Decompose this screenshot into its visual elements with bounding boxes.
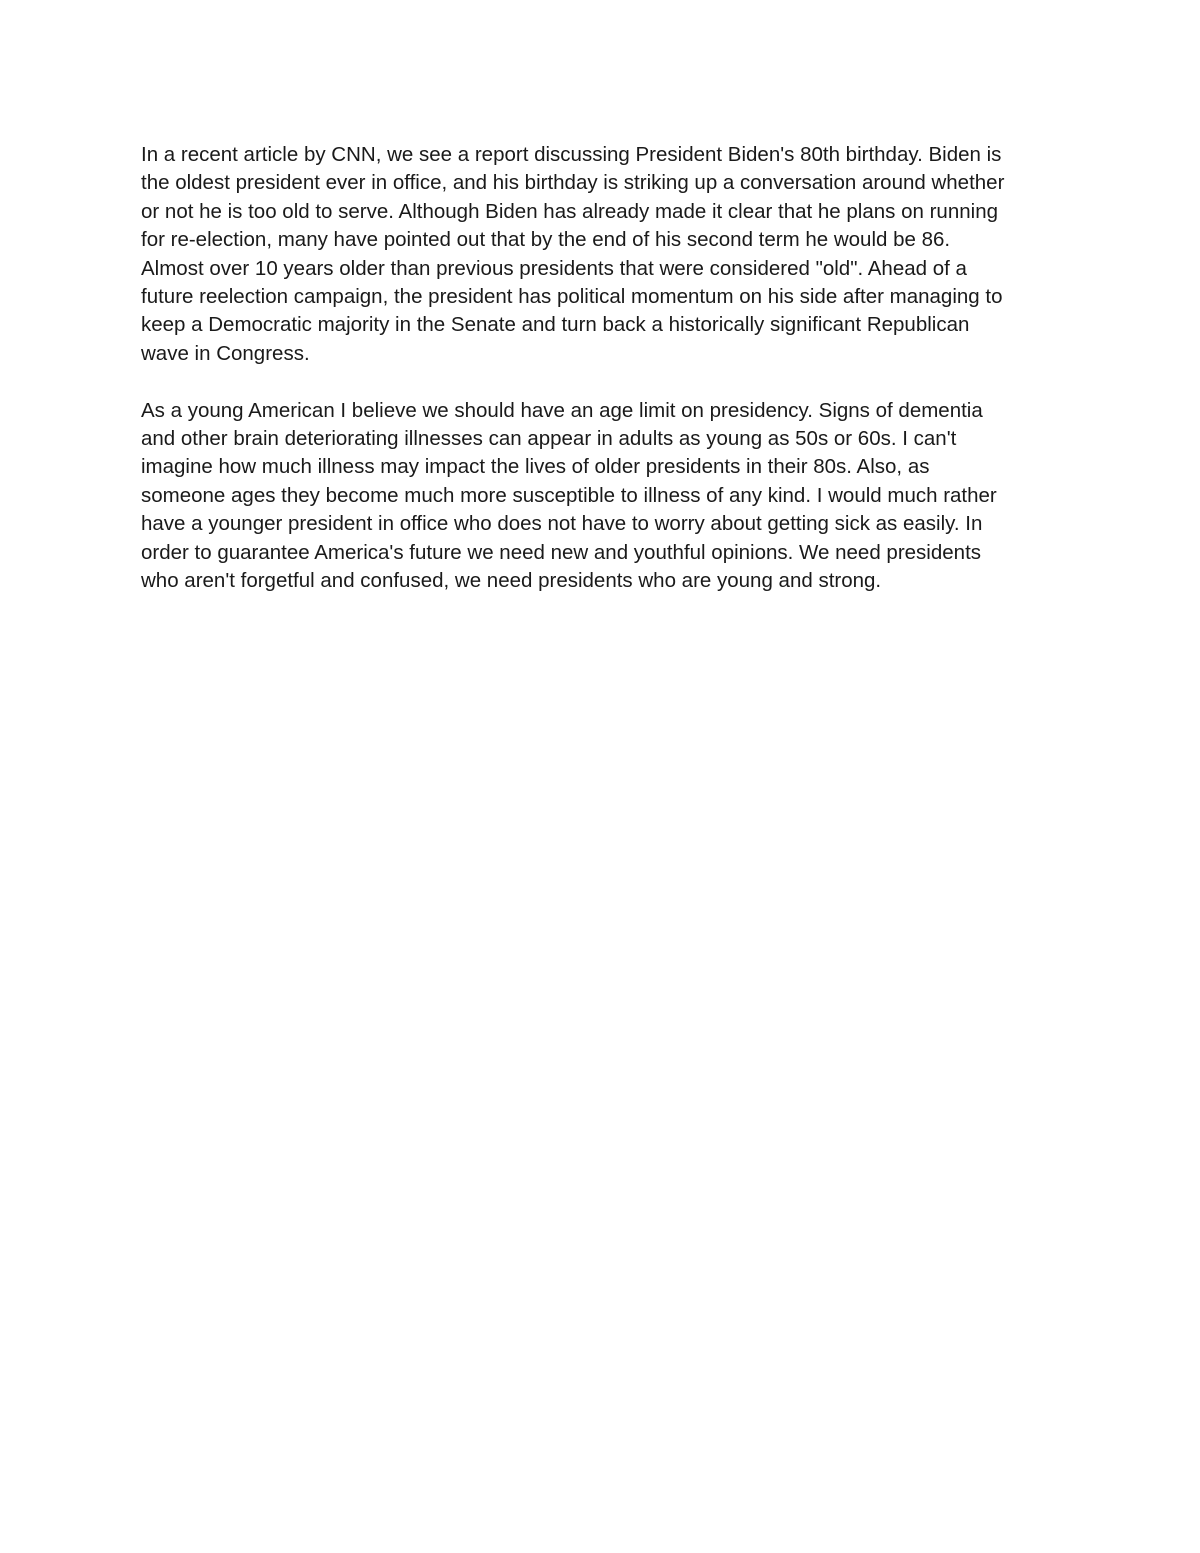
text-line: As a young American I believe we should have an age limit on presidency. Signs of dementia — [141, 398, 983, 422]
text-line: or not he is too old to serve. Although Biden has already made it clear that he plans on running — [141, 199, 998, 223]
text-line: have a younger president in office who does not have to worry about getting sick as easily. In — [141, 512, 983, 536]
text-line: imagine how much illness may impact the lives of older presidents in their 80s. Also, as — [141, 455, 930, 479]
text-line: order to guarantee America's future we need new and youthful opinions. We need presidents — [141, 540, 982, 564]
paragraph-1 — [141, 141, 1061, 368]
text-line: the oldest president ever in office, and his birthday is striking up a conversation around whether — [141, 171, 1005, 195]
text-line: future reelection campaign, the president has political momentum on his side after managing to — [141, 285, 1003, 309]
document-body — [141, 141, 1061, 595]
text-line: someone ages they become much more susceptible to illness of any kind. I would much rather — [141, 483, 997, 507]
paragraph-2 — [141, 397, 1061, 596]
text-line: and other brain deteriorating illnesses can appear in adults as young as 50s or 60s. I can't — [141, 427, 957, 451]
text-line: who aren't forgetful and confused, we need presidents who are young and strong. — [141, 569, 882, 593]
text-line: keep a Democratic majority in the Senate and turn back a historically significant Republican — [141, 313, 970, 337]
text-line: In a recent article by CNN, we see a report discussing President Biden's 80th birthday. Biden is — [141, 143, 1002, 166]
text-line: wave in Congress. — [141, 341, 310, 365]
text-line: for re-election, many have pointed out that by the end of his second term he would be 86. — [141, 228, 951, 252]
text-line: Almost over 10 years older than previous presidents that were considered "old". Ahead of a — [141, 256, 967, 280]
